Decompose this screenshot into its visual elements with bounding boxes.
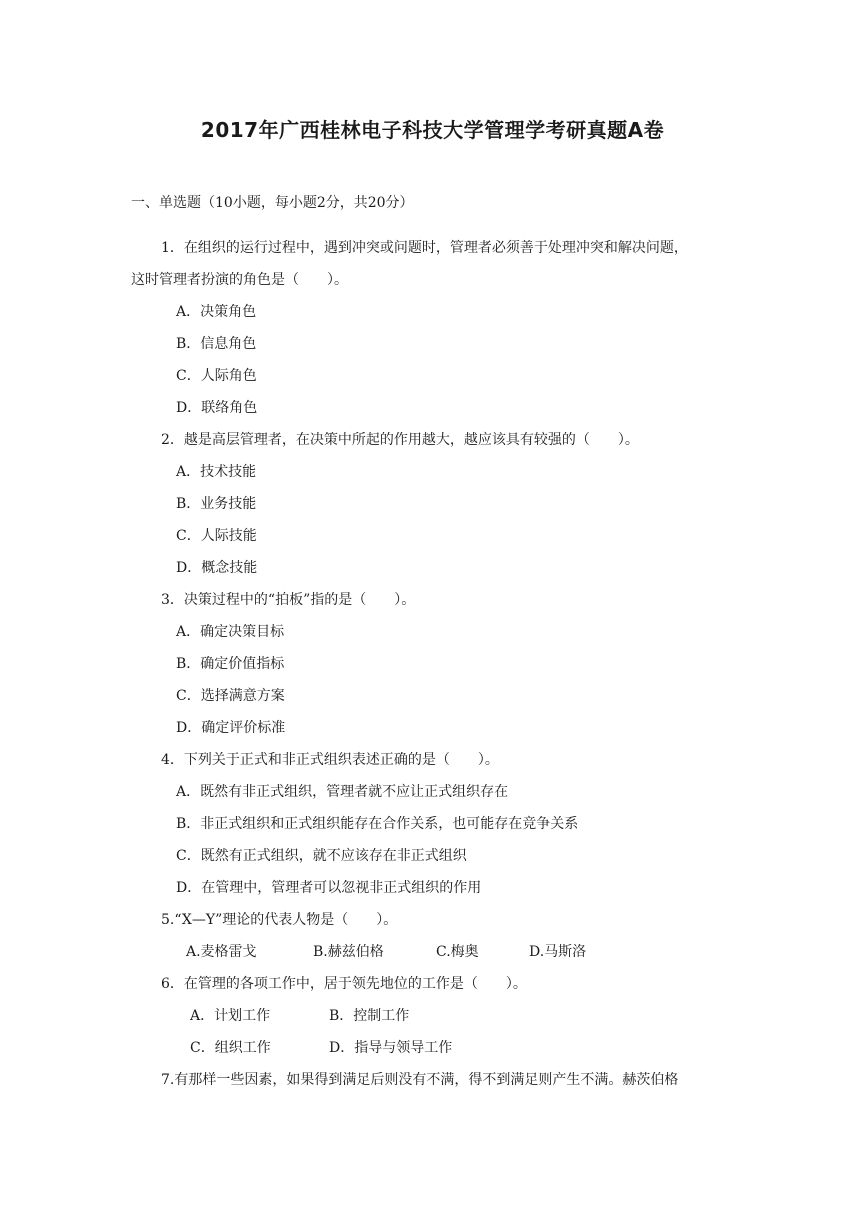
question-3-option-b: B．确定价值指标 [176,656,285,672]
question-6-option-a: A．计划工作 [190,1008,271,1024]
question-6-stem: 6．在管理的各项工作中，居于领先地位的工作是（ ）。 [161,976,527,992]
question-5-option-d: D.马斯洛 [529,944,587,960]
question-1-stem-line2: 这时管理者扮演的角色是（ ）。 [131,272,348,288]
question-1-option-a: A．决策角色 [176,304,257,320]
question-4-option-d: D．在管理中，管理者可以忽视非正式组织的作用 [176,880,482,896]
question-6-options-row-2 [0,1038,865,1058]
question-4-option-a: A．既然有非正式组织，管理者就不应让正式组织存在 [176,784,509,800]
question-5-options-row [0,942,865,962]
question-5-option-b: B.赫兹伯格 [313,944,384,960]
question-3-option-c: C．选择满意方案 [176,688,285,704]
question-4-stem: 4．下列关于正式和非正式组织表述正确的是（ ）。 [161,752,499,768]
question-1-option-c: C．人际角色 [176,368,257,384]
question-2-option-b: B．业务技能 [176,496,257,512]
question-6-option-c: C．组织工作 [190,1040,271,1056]
question-2-stem: 2．越是高层管理者，在决策中所起的作用越大，越应该具有较强的（ ）。 [161,432,639,448]
question-5-option-a: A.麦格雷戈 [186,944,257,960]
question-5-stem: 5.“X—Y”理论的代表人物是（ ）。 [161,912,398,928]
section-heading: 一、单选题（10小题，每小题2分，共20分） [131,195,414,211]
question-1-option-b: B．信息角色 [176,336,257,352]
question-6-option-b: B．控制工作 [329,1008,410,1024]
question-5-option-c: C.梅奥 [436,944,479,960]
question-6-option-d: D．指导与领导工作 [329,1040,453,1056]
question-3-stem: 3．决策过程中的“拍板”指的是（ ）。 [161,592,416,608]
question-3-option-d: D．确定评价标准 [176,720,286,736]
question-3-option-a: A．确定决策目标 [176,624,285,640]
question-2-option-d: D．概念技能 [176,560,258,576]
question-2-option-c: C．人际技能 [176,528,257,544]
question-4-option-b: B．非正式组织和正式组织能存在合作关系，也可能存在竞争关系 [176,816,579,832]
question-4-option-c: C．既然有正式组织，就不应该存在非正式组织 [176,848,467,864]
question-1-stem-line1: 1．在组织的运行过程中，遇到冲突或问题时，管理者必须善于处理冲突和解决问题， [161,240,688,256]
question-6-options-row-1 [0,1006,865,1026]
question-1-option-d: D．联络角色 [176,400,258,416]
page-title: 2017年广西桂林电子科技大学管理学考研真题A卷 [200,118,665,142]
question-2-option-a: A．技术技能 [176,464,257,480]
question-7-stem-line1: 7.有那样一些因素，如果得到满足后则没有不满，得不到满足则产生不满。赫茨伯格 [161,1072,679,1088]
